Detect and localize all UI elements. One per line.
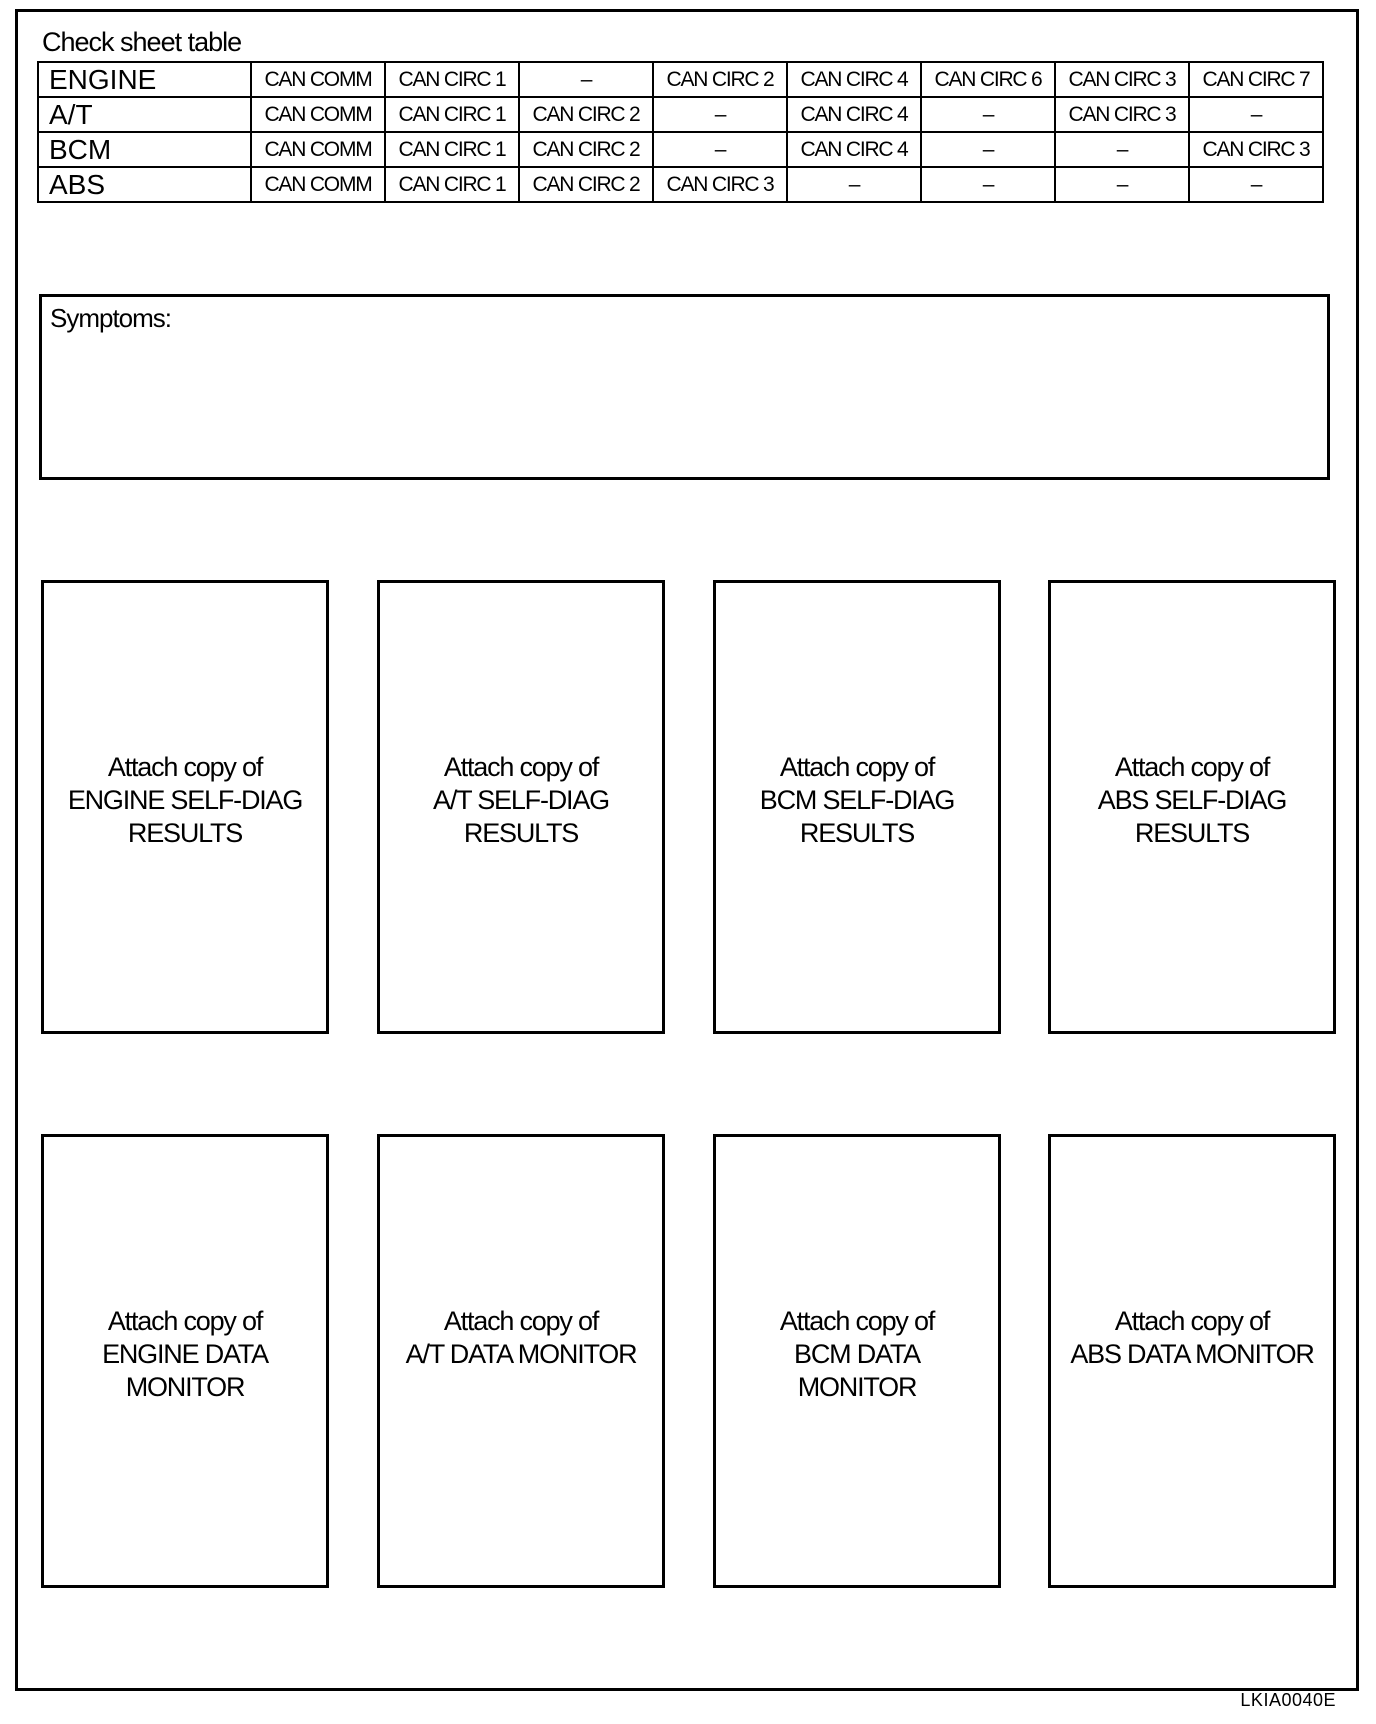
attach-line: MONITOR — [125, 1372, 245, 1402]
attach-box-text — [716, 1305, 998, 1404]
attach-box-text — [380, 1305, 662, 1371]
attach-line: Attach copy of — [1114, 752, 1270, 782]
table-cell: CAN COMM — [251, 97, 385, 132]
table-cell: CAN CIRC 4 — [787, 132, 921, 167]
attach-line: RESULTS — [1134, 818, 1250, 848]
row-label-at: A/T — [38, 97, 251, 132]
row-label-engine: ENGINE — [38, 62, 251, 97]
table-cell: – — [653, 132, 787, 167]
attach-line: A/T SELF-DIAG — [433, 785, 609, 815]
attach-line: Attach copy of — [779, 1306, 935, 1336]
attach-line: ENGINE DATA — [102, 1339, 268, 1369]
table-cell: CAN CIRC 4 — [787, 62, 921, 97]
attach-line: RESULTS — [799, 818, 915, 848]
attach-abs-data-monitor-box — [1048, 1134, 1336, 1588]
table-cell: CAN COMM — [251, 167, 385, 202]
table-cell: – — [921, 97, 1055, 132]
attach-engine-self-diag-box — [41, 580, 329, 1034]
attach-at-data-monitor-box — [377, 1134, 665, 1588]
table-cell: – — [519, 62, 653, 97]
attach-line: BCM DATA — [794, 1339, 920, 1369]
table-cell: CAN CIRC 4 — [787, 97, 921, 132]
table-cell: CAN CIRC 3 — [1189, 132, 1323, 167]
table-cell: CAN COMM — [251, 62, 385, 97]
figure-id: LKIA0040E — [1240, 1690, 1336, 1710]
symptoms-box[interactable] — [39, 294, 1330, 480]
table-row-abs — [38, 167, 1323, 202]
table-cell: CAN COMM — [251, 132, 385, 167]
check-sheet-table — [37, 61, 1324, 203]
table-cell: CAN CIRC 3 — [1055, 97, 1189, 132]
attach-line: Attach copy of — [443, 1306, 599, 1336]
table-cell: – — [1055, 132, 1189, 167]
symptoms-label: Symptoms: — [50, 303, 172, 333]
attach-engine-data-monitor-box — [41, 1134, 329, 1588]
attach-box-text — [44, 1305, 326, 1404]
attach-box-text — [1051, 751, 1333, 850]
attach-line: Attach copy of — [1114, 1306, 1270, 1336]
attach-line: RESULTS — [127, 818, 243, 848]
table-cell: CAN CIRC 1 — [385, 97, 519, 132]
table-cell: – — [921, 132, 1055, 167]
attach-line: ABS SELF-DIAG — [1097, 785, 1287, 815]
table-cell: – — [921, 167, 1055, 202]
attach-bcm-data-monitor-box — [713, 1134, 1001, 1588]
table-cell: – — [1189, 167, 1323, 202]
attach-line: RESULTS — [463, 818, 579, 848]
table-cell: CAN CIRC 7 — [1189, 62, 1323, 97]
sheet-title: Check sheet table — [42, 27, 242, 57]
table-cell: – — [1055, 167, 1189, 202]
attach-box-text — [716, 751, 998, 850]
table-cell: CAN CIRC 2 — [519, 132, 653, 167]
table-cell: CAN CIRC 1 — [385, 132, 519, 167]
attach-bcm-self-diag-box — [713, 580, 1001, 1034]
table-cell: – — [1189, 97, 1323, 132]
table-cell: CAN CIRC 1 — [385, 62, 519, 97]
attach-line: ENGINE SELF-DIAG — [67, 785, 303, 815]
attach-line: Attach copy of — [107, 1306, 263, 1336]
table-cell: – — [787, 167, 921, 202]
table-row-at — [38, 97, 1323, 132]
table-cell: – — [653, 97, 787, 132]
table-cell: CAN CIRC 1 — [385, 167, 519, 202]
attach-at-self-diag-box — [377, 580, 665, 1034]
row-label-abs: ABS — [38, 167, 251, 202]
table-cell: CAN CIRC 2 — [653, 62, 787, 97]
attach-box-text — [1051, 1305, 1333, 1371]
attach-line: Attach copy of — [779, 752, 935, 782]
table-cell: CAN CIRC 2 — [519, 167, 653, 202]
attach-box-text — [380, 751, 662, 850]
table-cell: CAN CIRC 2 — [519, 97, 653, 132]
attach-line: ABS DATA MONITOR — [1070, 1339, 1314, 1369]
table-cell: CAN CIRC 6 — [921, 62, 1055, 97]
table-cell: CAN CIRC 3 — [1055, 62, 1189, 97]
attach-box-text — [44, 751, 326, 850]
attach-abs-self-diag-box — [1048, 580, 1336, 1034]
attach-line: Attach copy of — [443, 752, 599, 782]
attach-line: BCM SELF-DIAG — [759, 785, 955, 815]
table-row-engine — [38, 62, 1323, 97]
row-label-bcm: BCM — [38, 132, 251, 167]
attach-line: A/T DATA MONITOR — [405, 1339, 637, 1369]
table-row-bcm — [38, 132, 1323, 167]
table-cell: CAN CIRC 3 — [653, 167, 787, 202]
attach-line: MONITOR — [797, 1372, 917, 1402]
attach-line: Attach copy of — [107, 752, 263, 782]
